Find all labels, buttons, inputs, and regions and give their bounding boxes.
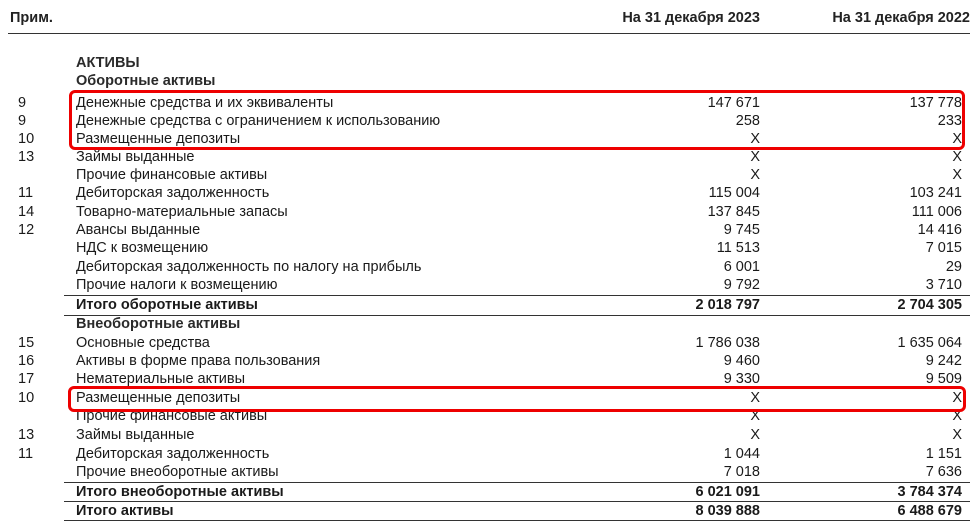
row-label: Денежные средства с ограничением к использованию	[76, 113, 441, 129]
row-label: Нематериальные активы	[76, 371, 245, 387]
row-label: Денежные средства и их эквиваленты	[76, 95, 334, 111]
value-2023: 6 001	[723, 259, 760, 275]
value-2023: 9 745	[723, 222, 760, 238]
note-ref: 9	[18, 95, 27, 111]
row-label: Прочие налоги к возмещению	[76, 277, 278, 293]
table-row	[0, 221, 980, 239]
note-ref: 10	[18, 390, 35, 406]
note-ref: 17	[18, 371, 35, 387]
value-2022: 9 242	[925, 353, 962, 369]
value-2023: 2 018 797	[695, 297, 760, 313]
row-label: Итого активы	[76, 503, 174, 519]
row-label: Прочие финансовые активы	[76, 408, 268, 424]
value-2022: 1 635 064	[897, 335, 962, 351]
row-label: Авансы выданные	[76, 222, 201, 238]
value-2023: 9 460	[723, 353, 760, 369]
total-row-noncurrent-assets	[0, 483, 980, 501]
section-title-assets: АКТИВЫ	[76, 55, 140, 71]
value-2022: 1 151	[925, 446, 962, 462]
value-2023: 137 845	[707, 204, 760, 220]
grand-total-rule	[64, 520, 970, 521]
value-2023: X	[750, 427, 760, 443]
note-ref: 13	[18, 149, 35, 165]
table-row	[0, 258, 980, 276]
value-2022: 2 704 305	[897, 297, 962, 313]
value-2023: 1 044	[723, 446, 760, 462]
value-2023: 7 018	[723, 464, 760, 480]
value-2022: X	[952, 390, 962, 406]
table-row	[0, 463, 980, 481]
row-label: Основные средства	[76, 335, 210, 351]
value-2022: 233	[937, 113, 962, 129]
value-2023: X	[750, 408, 760, 424]
row-label: Размещенные депозиты	[76, 390, 241, 406]
value-2022: 103 241	[909, 185, 962, 201]
table-row	[0, 166, 980, 184]
value-2023: X	[750, 149, 760, 165]
value-2022: X	[952, 167, 962, 183]
value-2022: 3 710	[925, 277, 962, 293]
table-row	[0, 239, 980, 257]
table-row	[0, 276, 980, 294]
value-2023: 115 004	[708, 185, 760, 201]
value-2022: X	[952, 149, 962, 165]
note-ref: 11	[18, 446, 34, 462]
row-label: Активы в форме права пользования	[76, 353, 321, 369]
value-2023: 6 021 091	[695, 484, 760, 500]
value-2022: 9 509	[925, 371, 962, 387]
value-2022: 7 015	[925, 240, 962, 256]
note-ref: 9	[18, 113, 27, 129]
value-2022: 137 778	[909, 95, 962, 111]
note-column-header: Прим.	[10, 10, 53, 26]
row-label: Прочие финансовые активы	[76, 167, 268, 183]
section-title-noncurrent-assets: Внеоборотные активы	[76, 316, 241, 332]
value-2023: 8 039 888	[695, 503, 760, 519]
value-2022: 111 006	[911, 204, 962, 220]
row-label: Итого внеоборотные активы	[76, 484, 284, 500]
table-row	[0, 148, 980, 166]
highlight-box-noncurrent-deposits	[68, 386, 966, 412]
row-label: НДС к возмещению	[76, 240, 209, 256]
value-2022: 3 784 374	[897, 484, 962, 500]
total-row-assets	[0, 502, 980, 520]
note-ref: 11	[18, 185, 34, 201]
table-row	[0, 203, 980, 221]
note-ref: 12	[18, 222, 35, 238]
table-row	[0, 352, 980, 370]
value-2023: 11 513	[716, 240, 760, 256]
table-row	[0, 334, 980, 352]
value-2023: X	[750, 390, 760, 406]
value-2023: X	[750, 131, 760, 147]
row-label: Итого оборотные активы	[76, 297, 258, 313]
value-2023: 9 792	[723, 277, 760, 293]
value-2023: 9 330	[723, 371, 760, 387]
value-2023: 1 786 038	[695, 335, 760, 351]
value-2023: X	[750, 167, 760, 183]
row-label: Займы выданные	[76, 427, 195, 443]
row-label: Прочие внеоборотные активы	[76, 464, 279, 480]
value-2023: 258	[735, 113, 760, 129]
total-row-current-assets	[0, 296, 980, 314]
value-2022: X	[952, 408, 962, 424]
value-2023: 147 671	[707, 95, 760, 111]
value-2022: 6 488 679	[897, 503, 962, 519]
value-2022: 14 416	[917, 222, 962, 238]
note-ref: 16	[18, 353, 35, 369]
highlight-box-cash-deposits	[69, 90, 965, 150]
row-label: Дебиторская задолженность	[76, 185, 270, 201]
value-2022: 29	[945, 259, 962, 275]
row-label: Дебиторская задолженность по налогу на прибыль	[76, 259, 422, 275]
note-ref: 15	[18, 335, 35, 351]
note-ref: 13	[18, 427, 35, 443]
header-divider	[8, 33, 970, 34]
note-ref: 14	[18, 204, 35, 220]
column-header-2022: На 31 декабря 2022	[832, 10, 970, 26]
row-label: Дебиторская задолженность	[76, 446, 270, 462]
table-row	[0, 426, 980, 444]
section-title-current-assets: Оборотные активы	[76, 73, 216, 89]
note-ref: 10	[18, 131, 35, 147]
row-label: Товарно-материальные запасы	[76, 204, 288, 220]
column-header-2023: На 31 декабря 2023	[622, 10, 760, 26]
value-2022: X	[952, 131, 962, 147]
row-label: Займы выданные	[76, 149, 195, 165]
value-2022: X	[952, 427, 962, 443]
table-row	[0, 184, 980, 202]
table-row	[0, 445, 980, 463]
value-2022: 7 636	[925, 464, 962, 480]
row-label: Размещенные депозиты	[76, 131, 241, 147]
